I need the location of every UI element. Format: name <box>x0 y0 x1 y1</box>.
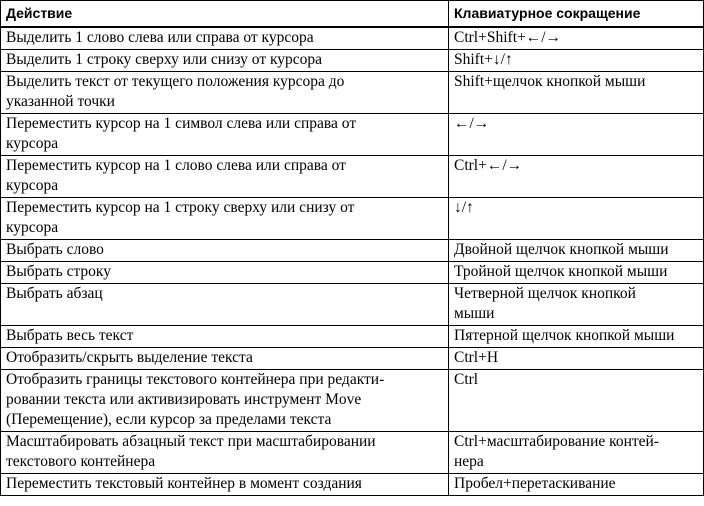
action-cell <box>1 198 449 240</box>
action-cell <box>1 284 449 326</box>
shortcut-cell <box>449 284 704 326</box>
shortcut-cell <box>449 432 704 474</box>
action-cell <box>1 240 449 262</box>
shortcut-cell <box>449 72 704 114</box>
shortcut-cell <box>449 474 704 496</box>
column-header-shortcut: Клавиатурное сокращение <box>449 1 704 28</box>
action-cell <box>1 474 449 496</box>
table-row <box>1 50 704 72</box>
table-header-row <box>1 1 704 28</box>
action-cell <box>1 114 449 156</box>
action-cell <box>1 262 449 284</box>
action-text-line: Выбрать строку <box>6 263 111 280</box>
table-row <box>1 240 704 262</box>
shortcut-text-line: Shift+щелчок кнопкой мыши <box>454 73 646 90</box>
action-text-line: Переместить курсор на 1 слово слева или справа от <box>6 157 346 174</box>
action-cell <box>1 72 449 114</box>
shortcut-cell <box>449 240 704 262</box>
shortcut-cell <box>449 27 704 50</box>
shortcut-cell <box>449 370 704 432</box>
action-text-line: ровании текста или активизировать инструмент Move <box>6 391 362 408</box>
shortcut-text-line: мыши <box>454 305 495 322</box>
shortcut-text-line: Четверной щелчок кнопкой <box>454 285 636 302</box>
action-text-line: указанной точки <box>6 93 115 110</box>
action-text-line: Выбрать абзац <box>6 285 103 302</box>
shortcut-cell <box>449 114 704 156</box>
table-row <box>1 432 704 474</box>
action-text-line: курсора <box>6 177 59 194</box>
table-row <box>1 114 704 156</box>
action-text-line: (Перемещение), если курсор за пределами текста <box>6 411 332 428</box>
shortcut-cell <box>449 262 704 284</box>
action-cell <box>1 156 449 198</box>
shortcut-text-line: Shift+↓/↑ <box>454 51 513 68</box>
action-cell <box>1 370 449 432</box>
table-row <box>1 198 704 240</box>
action-text-line: курсора <box>6 219 59 236</box>
shortcut-cell <box>449 326 704 348</box>
shortcut-cell <box>449 348 704 370</box>
action-text-line: Выделить текст от текущего положения курсора до <box>6 73 345 90</box>
action-text-line: курсора <box>6 135 59 152</box>
action-text-line: Переместить курсор на 1 строку сверху или снизу от <box>6 199 355 216</box>
table-row <box>1 370 704 432</box>
shortcut-text-line: Ctrl+H <box>454 349 499 366</box>
shortcut-text-line: ←/→ <box>454 115 490 132</box>
action-text-line: Масштабировать абзацный текст при масштабировании <box>6 433 376 450</box>
table-row <box>1 348 704 370</box>
table-row <box>1 156 704 198</box>
table-body <box>1 27 704 496</box>
shortcut-text-line: Ctrl+Shift+←/→ <box>454 29 562 46</box>
action-text-line: Отобразить границы текстового контейнера при редакти- <box>6 371 385 388</box>
table-row <box>1 326 704 348</box>
action-text-line: Отобразить/скрыть выделение текста <box>6 349 253 366</box>
shortcut-text-line: Двойной щелчок кнопкой мыши <box>454 241 669 258</box>
action-text-line: Переместить текстовый контейнер в момент создания <box>6 475 362 492</box>
action-cell <box>1 326 449 348</box>
shortcut-text-line: нера <box>454 453 484 470</box>
shortcut-text-line: Ctrl+←/→ <box>454 157 523 174</box>
shortcut-cell <box>449 50 704 72</box>
action-text-line: Переместить курсор на 1 символ слева или справа от <box>6 115 357 132</box>
action-text-line: Выбрать слово <box>6 241 104 258</box>
action-text-line: текстового контейнера <box>6 453 156 470</box>
shortcut-text-line: ↓/↑ <box>454 199 474 216</box>
action-cell <box>1 348 449 370</box>
shortcut-text-line: Пятерной щелчок кнопкой мыши <box>454 327 675 344</box>
action-cell <box>1 50 449 72</box>
table-row <box>1 262 704 284</box>
action-text-line: Выделить 1 строку сверху или снизу от курсора <box>6 51 323 68</box>
table-row <box>1 474 704 496</box>
table-row <box>1 27 704 50</box>
table-row <box>1 72 704 114</box>
table-row <box>1 284 704 326</box>
shortcut-cell <box>449 156 704 198</box>
column-header-action: Действие <box>1 1 449 28</box>
action-cell <box>1 432 449 474</box>
shortcut-text-line: Ctrl+масштабирование контей- <box>454 433 660 450</box>
action-text-line: Выбрать весь текст <box>6 327 134 344</box>
shortcut-cell <box>449 198 704 240</box>
shortcut-text-line: Ctrl <box>454 371 479 388</box>
shortcut-text-line: Тройной щелчок кнопкой мыши <box>454 263 668 280</box>
shortcut-text-line: Пробел+перетаскивание <box>454 475 616 492</box>
action-cell <box>1 27 449 50</box>
action-text-line: Выделить 1 слово слева или справа от курсора <box>6 29 314 46</box>
